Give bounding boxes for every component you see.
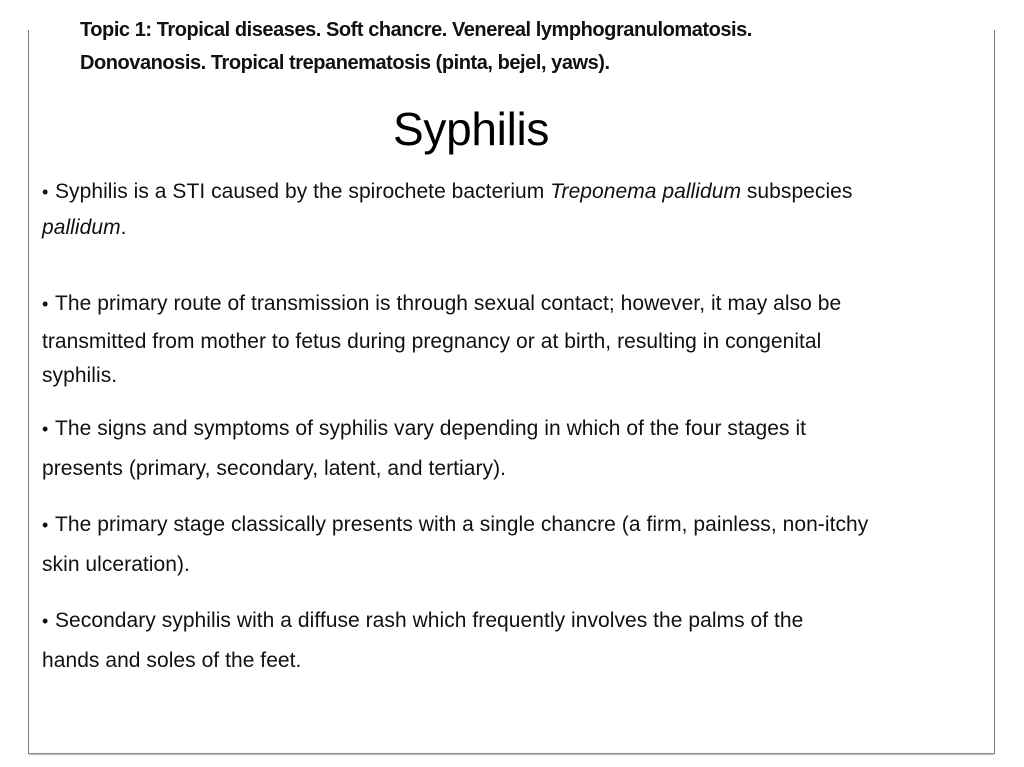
bullet-text: subspecies <box>741 180 853 203</box>
bullet-text: . <box>120 216 127 239</box>
bullet-5-line-1 <box>42 610 803 631</box>
bullet-text: The signs and symptoms of syphilis vary depending in which of the four stages it <box>55 417 807 440</box>
bullet-4-line-2: skin ulceration). <box>42 553 190 576</box>
bullet-icon: • <box>42 515 49 535</box>
bullet-text: The primary stage classically presents with a single chancre (a firm, painless, non-itchy <box>55 513 869 536</box>
bullet-text: Syphilis is a STI caused by the spirochete bacterium <box>55 180 551 203</box>
bullet-1-line-1 <box>42 181 852 202</box>
topic-heading-line-1: Topic 1: Tropical diseases. Soft chancre. Venereal lymphogranulomatosis. <box>80 19 752 41</box>
bullet-text: Secondary syphilis with a diffuse rash which frequently involves the palms of the <box>55 609 804 632</box>
bullet-icon: • <box>42 182 49 202</box>
bullet-5-line-2: hands and soles of the feet. <box>42 649 302 672</box>
topic-heading-line-2: Donovanosis. Tropical trepanematosis (pinta, bejel, yaws). <box>80 52 610 74</box>
bullet-3-line-2: presents (primary, secondary, latent, and tertiary). <box>42 457 507 480</box>
bullet-2-line-1 <box>42 293 841 314</box>
italic-species-name: Treponema pallidum <box>550 180 741 203</box>
bullet-1-line-2 <box>42 217 127 238</box>
italic-subspecies-name: pallidum <box>42 216 121 239</box>
bullet-icon: • <box>42 419 49 439</box>
bullet-icon: • <box>42 294 49 314</box>
bullet-text: The primary route of transmission is through sexual contact; however, it may also be <box>55 292 842 315</box>
slide-title: Syphilis <box>393 103 550 155</box>
bullet-2-line-3: syphilis. <box>42 364 118 387</box>
bullet-4-line-1 <box>42 514 868 535</box>
bullet-icon: • <box>42 611 49 631</box>
bullet-3-line-1 <box>42 418 806 439</box>
bullet-2-line-2: transmitted from mother to fetus during pregnancy or at birth, resulting in congenital <box>42 330 822 353</box>
